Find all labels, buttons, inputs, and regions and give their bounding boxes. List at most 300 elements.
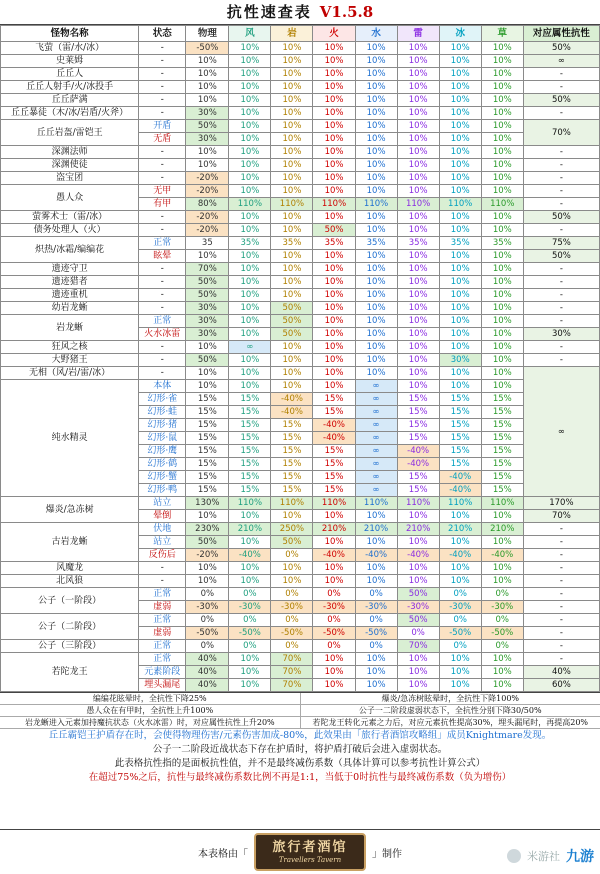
res-cell: 10% xyxy=(271,120,313,133)
res-cell: 30% xyxy=(439,354,481,367)
res-cell: 10% xyxy=(271,354,313,367)
header-cell: 物理 xyxy=(186,26,229,42)
res-cell: ∞ xyxy=(355,484,397,497)
res-cell: 15% xyxy=(481,432,523,445)
res-cell: 10% xyxy=(397,94,439,107)
res-cell: -50% xyxy=(481,627,523,640)
state-cell: 幻形·雀 xyxy=(139,393,186,406)
res-cell: 10% xyxy=(481,224,523,237)
res-cell: 35% xyxy=(355,237,397,250)
monster-name: 萤雾术士（雷/冰） xyxy=(1,211,139,224)
res-cell: 10% xyxy=(313,289,355,302)
res-cell: 10% xyxy=(397,42,439,55)
res-cell: 10% xyxy=(271,276,313,289)
res-cell: 210% xyxy=(313,523,355,536)
res-cell: 10% xyxy=(397,276,439,289)
res-cell: 10% xyxy=(229,185,271,198)
state-cell: 幻形·鸭 xyxy=(139,484,186,497)
res-cell: 10% xyxy=(229,211,271,224)
res-cell: 10% xyxy=(439,42,481,55)
res-cell: 110% xyxy=(313,497,355,510)
res-cell: 15% xyxy=(186,406,229,419)
res-cell: 10% xyxy=(313,172,355,185)
table-row xyxy=(1,107,600,120)
element-res-cell: ∞ xyxy=(523,367,599,497)
res-cell: 15% xyxy=(313,458,355,471)
res-cell: 10% xyxy=(313,68,355,81)
res-cell: 10% xyxy=(271,81,313,94)
res-cell: 15% xyxy=(481,484,523,497)
res-cell: 10% xyxy=(397,185,439,198)
res-cell: 10% xyxy=(271,367,313,380)
state-cell: 幻形·鹰 xyxy=(139,445,186,458)
res-cell: 10% xyxy=(186,55,229,68)
res-cell: 35 xyxy=(186,237,229,250)
res-cell: 210% xyxy=(481,523,523,536)
made-by-prefix: 本表格由「 xyxy=(198,848,248,860)
res-cell: 10% xyxy=(481,107,523,120)
state-cell: 正常 xyxy=(139,653,186,666)
res-cell: 10% xyxy=(397,55,439,68)
res-cell: 0% xyxy=(397,627,439,640)
state-cell: - xyxy=(139,172,186,185)
state-cell: - xyxy=(139,562,186,575)
res-cell: 10% xyxy=(439,185,481,198)
footer xyxy=(0,829,600,874)
res-cell: 10% xyxy=(439,536,481,549)
res-cell: 30% xyxy=(186,328,229,341)
res-cell: 10% xyxy=(439,653,481,666)
res-cell: -20% xyxy=(186,549,229,562)
res-cell: 70% xyxy=(397,640,439,653)
element-res-cell: 75% xyxy=(523,237,599,250)
element-res-cell: - xyxy=(523,198,599,211)
element-res-cell: - xyxy=(523,302,599,315)
res-cell: 10% xyxy=(229,250,271,263)
element-res-cell: - xyxy=(523,536,599,549)
res-cell: 15% xyxy=(186,432,229,445)
monster-name: 飞萤（雷/水/冰） xyxy=(1,42,139,55)
res-cell: 10% xyxy=(397,666,439,679)
res-cell: -40% xyxy=(229,549,271,562)
table-row xyxy=(1,562,600,575)
made-by-suffix: 」制作 xyxy=(372,848,402,860)
res-cell: -30% xyxy=(397,601,439,614)
res-cell: -50% xyxy=(186,627,229,640)
res-cell: 10% xyxy=(481,172,523,185)
note-row-2 xyxy=(0,705,600,717)
note-shield: 丘丘霸铠王护盾存在时，会使得物理伤害/元素伤害加成-80%，此效果由「旅行者酒馆攻略组」成员Knightmare发现。 xyxy=(48,730,552,741)
element-res-cell: - xyxy=(523,276,599,289)
res-cell: 10% xyxy=(397,107,439,120)
res-cell: 50% xyxy=(186,289,229,302)
state-cell: 幻形·蟹 xyxy=(139,471,186,484)
element-res-cell: - xyxy=(523,289,599,302)
res-cell: -50% xyxy=(229,627,271,640)
res-cell: 15% xyxy=(397,471,439,484)
res-cell: 10% xyxy=(229,367,271,380)
res-cell: 10% xyxy=(271,146,313,159)
res-cell: 35% xyxy=(481,237,523,250)
monster-name: 岩龙蜥 xyxy=(1,315,139,341)
res-cell: 10% xyxy=(481,42,523,55)
sheet-title xyxy=(0,0,600,25)
res-cell: 10% xyxy=(313,159,355,172)
res-cell: 10% xyxy=(313,380,355,393)
res-cell: ∞ xyxy=(355,458,397,471)
res-cell: 10% xyxy=(229,107,271,120)
note-row-3 xyxy=(0,717,600,729)
res-cell: -40% xyxy=(313,549,355,562)
res-cell: 10% xyxy=(481,653,523,666)
table-row xyxy=(1,523,600,536)
note-panel-res: 此表格抗性指的是面板抗性值，并不是最终减伤系数（具体计算可以参考抗性计算公式） xyxy=(114,758,486,769)
res-cell: 10% xyxy=(313,146,355,159)
res-cell: 10% xyxy=(355,536,397,549)
res-cell: 15% xyxy=(397,406,439,419)
res-cell: 15% xyxy=(481,471,523,484)
res-cell: 10% xyxy=(397,68,439,81)
note-weak-state: 公子一二阶段近战状态下存在护盾时，将护盾打破后会进入虚弱状态。 xyxy=(152,744,448,755)
state-cell: - xyxy=(139,367,186,380)
res-cell: 50% xyxy=(186,536,229,549)
monster-name: 丘丘暴徒（木/冰/岩盾/火斧） xyxy=(1,107,139,120)
header-cell: 火 xyxy=(313,26,355,42)
res-cell: 10% xyxy=(229,354,271,367)
monster-name: 史莱姆 xyxy=(1,55,139,68)
res-cell: 10% xyxy=(313,536,355,549)
res-cell: 10% xyxy=(229,302,271,315)
res-cell: 10% xyxy=(355,68,397,81)
table-row xyxy=(1,575,600,588)
res-cell: 15% xyxy=(439,458,481,471)
res-cell: 15% xyxy=(439,393,481,406)
res-cell: 10% xyxy=(481,68,523,81)
res-cell: ∞ xyxy=(355,432,397,445)
element-res-cell: 60% xyxy=(523,679,599,692)
table-row xyxy=(1,588,600,601)
res-cell: 50% xyxy=(271,328,313,341)
element-res-cell: 50% xyxy=(523,211,599,224)
res-cell: 10% xyxy=(186,250,229,263)
res-cell: 110% xyxy=(439,497,481,510)
res-cell: -20% xyxy=(186,211,229,224)
table-row xyxy=(1,653,600,666)
res-cell: 10% xyxy=(439,679,481,692)
res-cell: 210% xyxy=(229,523,271,536)
res-cell: 10% xyxy=(481,328,523,341)
table-row xyxy=(1,68,600,81)
table-row xyxy=(1,302,600,315)
element-res-cell: 170% xyxy=(523,497,599,510)
res-cell: 15% xyxy=(439,445,481,458)
res-cell: 10% xyxy=(439,133,481,146)
res-cell: -30% xyxy=(481,601,523,614)
res-cell: 10% xyxy=(186,341,229,354)
res-cell: 10% xyxy=(229,263,271,276)
monster-name: 纯水精灵 xyxy=(1,380,139,497)
res-cell: 10% xyxy=(355,120,397,133)
state-cell: 眩晕 xyxy=(139,250,186,263)
res-cell: -30% xyxy=(186,601,229,614)
res-cell: 15% xyxy=(481,458,523,471)
res-cell: 10% xyxy=(397,224,439,237)
res-cell: 10% xyxy=(439,276,481,289)
res-cell: 10% xyxy=(313,250,355,263)
table-row xyxy=(1,380,600,393)
monster-name: 愚人众 xyxy=(1,185,139,211)
element-res-cell: 70% xyxy=(523,120,599,146)
res-cell: 10% xyxy=(439,575,481,588)
state-cell: 幻形·猪 xyxy=(139,419,186,432)
res-cell: 10% xyxy=(481,159,523,172)
res-cell: 0% xyxy=(439,640,481,653)
res-cell: 10% xyxy=(355,276,397,289)
res-cell: 15% xyxy=(439,406,481,419)
res-cell: 10% xyxy=(481,302,523,315)
watermark-site: 米游社 xyxy=(527,850,560,863)
monster-name: 债务处理人（火） xyxy=(1,224,139,237)
res-cell: 10% xyxy=(271,380,313,393)
monster-name: 北风狼 xyxy=(1,575,139,588)
res-cell: 10% xyxy=(355,341,397,354)
res-cell: 10% xyxy=(313,55,355,68)
res-cell: 10% xyxy=(397,315,439,328)
element-res-cell: 70% xyxy=(523,510,599,523)
res-cell: 0% xyxy=(229,640,271,653)
state-cell: - xyxy=(139,302,186,315)
res-cell: -40% xyxy=(439,484,481,497)
res-cell: -40% xyxy=(271,393,313,406)
res-cell: 10% xyxy=(355,172,397,185)
header-cell: 岩 xyxy=(271,26,313,42)
res-cell: 10% xyxy=(313,185,355,198)
state-cell: - xyxy=(139,575,186,588)
header-cell: 风 xyxy=(229,26,271,42)
res-cell: 10% xyxy=(271,159,313,172)
res-cell: 110% xyxy=(355,497,397,510)
res-cell: 10% xyxy=(355,653,397,666)
res-cell: 10% xyxy=(271,224,313,237)
res-cell: 10% xyxy=(355,94,397,107)
res-cell: 10% xyxy=(313,354,355,367)
res-cell: 10% xyxy=(313,510,355,523)
header-cell: 草 xyxy=(481,26,523,42)
table-row xyxy=(1,185,600,198)
res-cell: 10% xyxy=(439,55,481,68)
res-cell: 10% xyxy=(397,302,439,315)
res-cell: 10% xyxy=(229,224,271,237)
res-cell: 10% xyxy=(229,679,271,692)
res-cell: 130% xyxy=(186,497,229,510)
res-cell: 15% xyxy=(397,484,439,497)
res-cell: 0% xyxy=(229,614,271,627)
res-cell: 10% xyxy=(355,159,397,172)
table-row xyxy=(1,120,600,133)
state-cell: 正常 xyxy=(139,614,186,627)
res-cell: 10% xyxy=(355,107,397,120)
state-cell: 晕倒 xyxy=(139,510,186,523)
state-cell: 幻形·鼠 xyxy=(139,432,186,445)
res-cell: 10% xyxy=(397,211,439,224)
res-cell: 10% xyxy=(186,562,229,575)
res-cell: 15% xyxy=(186,458,229,471)
res-cell: 10% xyxy=(355,185,397,198)
res-cell: -40% xyxy=(397,549,439,562)
res-cell: 10% xyxy=(439,380,481,393)
res-cell: 10% xyxy=(186,367,229,380)
res-cell: 10% xyxy=(313,211,355,224)
res-cell: -40% xyxy=(313,432,355,445)
res-cell: -20% xyxy=(186,224,229,237)
res-cell: 10% xyxy=(271,55,313,68)
res-cell: 10% xyxy=(439,510,481,523)
res-cell: ∞ xyxy=(355,445,397,458)
table-row xyxy=(1,276,600,289)
res-cell: 10% xyxy=(229,94,271,107)
res-cell: -30% xyxy=(271,601,313,614)
res-cell: -40% xyxy=(271,406,313,419)
res-cell: 10% xyxy=(481,575,523,588)
res-cell: 10% xyxy=(355,666,397,679)
res-cell: 10% xyxy=(355,575,397,588)
monster-name: 丘丘萨满 xyxy=(1,94,139,107)
res-cell: 40% xyxy=(186,679,229,692)
res-cell: 10% xyxy=(229,315,271,328)
watermark xyxy=(507,846,594,866)
res-cell: -50% xyxy=(313,627,355,640)
res-cell: 10% xyxy=(271,575,313,588)
state-cell: 无甲 xyxy=(139,185,186,198)
res-cell: 10% xyxy=(229,575,271,588)
state-cell: 火水冰雷 xyxy=(139,328,186,341)
res-cell: 10% xyxy=(481,263,523,276)
res-cell: 10% xyxy=(355,302,397,315)
res-cell: 40% xyxy=(186,653,229,666)
state-cell: - xyxy=(139,68,186,81)
res-cell: 10% xyxy=(229,120,271,133)
res-cell: 10% xyxy=(439,68,481,81)
state-cell: - xyxy=(139,107,186,120)
res-cell: 10% xyxy=(397,146,439,159)
res-cell: 10% xyxy=(355,367,397,380)
res-cell: 10% xyxy=(229,289,271,302)
table-row xyxy=(1,159,600,172)
res-cell: 10% xyxy=(481,380,523,393)
monster-name: 深渊法师 xyxy=(1,146,139,159)
res-cell: 10% xyxy=(355,315,397,328)
monster-name: 无相（风/岩/雷/冰） xyxy=(1,367,139,380)
monster-name: 狂风之核 xyxy=(1,341,139,354)
res-cell: 70% xyxy=(271,653,313,666)
logo-sub-text: Travellers Tavern xyxy=(278,855,342,864)
res-cell: 30% xyxy=(186,302,229,315)
res-cell: 50% xyxy=(397,588,439,601)
monster-name: 公子（三阶段） xyxy=(1,640,139,653)
res-cell: 50% xyxy=(186,276,229,289)
res-cell: 35% xyxy=(439,237,481,250)
element-res-cell: - xyxy=(523,601,599,614)
res-cell: 15% xyxy=(229,419,271,432)
res-cell: 10% xyxy=(397,653,439,666)
monster-name: 幼岩龙蜥 xyxy=(1,302,139,315)
res-cell: 110% xyxy=(481,497,523,510)
res-cell: 10% xyxy=(229,328,271,341)
res-cell: 35% xyxy=(229,237,271,250)
res-cell: 35% xyxy=(271,237,313,250)
element-res-cell: 40% xyxy=(523,666,599,679)
table-row xyxy=(1,263,600,276)
element-res-cell: 50% xyxy=(523,42,599,55)
res-cell: 10% xyxy=(439,341,481,354)
header-cell: 对应属性抗性 xyxy=(523,26,599,42)
state-cell: 正常 xyxy=(139,315,186,328)
res-cell: 10% xyxy=(229,562,271,575)
res-cell: 10% xyxy=(439,250,481,263)
state-cell: 本体 xyxy=(139,380,186,393)
res-cell: 10% xyxy=(439,666,481,679)
state-cell: 元素阶段 xyxy=(139,666,186,679)
res-cell: 10% xyxy=(271,562,313,575)
element-res-cell: - xyxy=(523,68,599,81)
res-cell: 10% xyxy=(186,81,229,94)
res-cell: 10% xyxy=(481,120,523,133)
res-cell: 0% xyxy=(271,588,313,601)
res-cell: 10% xyxy=(313,42,355,55)
res-cell: 10% xyxy=(481,185,523,198)
res-cell: 10% xyxy=(481,562,523,575)
state-cell: - xyxy=(139,289,186,302)
res-cell: 80% xyxy=(186,198,229,211)
res-cell: 70% xyxy=(186,263,229,276)
res-cell: 210% xyxy=(397,523,439,536)
res-cell: 10% xyxy=(186,94,229,107)
header-cell: 状态 xyxy=(139,26,186,42)
res-cell: 250% xyxy=(271,523,313,536)
res-cell: 15% xyxy=(481,419,523,432)
res-cell: 10% xyxy=(355,510,397,523)
header-cell: 怪物名称 xyxy=(1,26,139,42)
res-cell: 10% xyxy=(313,81,355,94)
res-cell: ∞ xyxy=(355,419,397,432)
res-cell: 10% xyxy=(397,250,439,263)
res-cell: 10% xyxy=(439,302,481,315)
res-cell: 10% xyxy=(397,263,439,276)
res-cell: 10% xyxy=(397,328,439,341)
state-cell: - xyxy=(139,263,186,276)
res-cell: 10% xyxy=(355,133,397,146)
res-cell: 15% xyxy=(271,445,313,458)
state-cell: 无盾 xyxy=(139,133,186,146)
res-cell: 110% xyxy=(439,198,481,211)
state-cell: 虚弱 xyxy=(139,601,186,614)
res-cell: 15% xyxy=(313,445,355,458)
monster-name: 深渊使徒 xyxy=(1,159,139,172)
res-cell: 15% xyxy=(229,393,271,406)
res-cell: 15% xyxy=(271,432,313,445)
element-res-cell: - xyxy=(523,224,599,237)
state-cell: - xyxy=(139,224,186,237)
element-res-cell: - xyxy=(523,575,599,588)
res-cell: ∞ xyxy=(355,471,397,484)
res-cell: ∞ xyxy=(355,380,397,393)
version-text: V1.5.8 xyxy=(319,3,374,21)
res-cell: 15% xyxy=(229,458,271,471)
res-cell: 10% xyxy=(397,367,439,380)
table-row xyxy=(1,42,600,55)
res-cell: 10% xyxy=(439,224,481,237)
res-cell: 110% xyxy=(355,198,397,211)
